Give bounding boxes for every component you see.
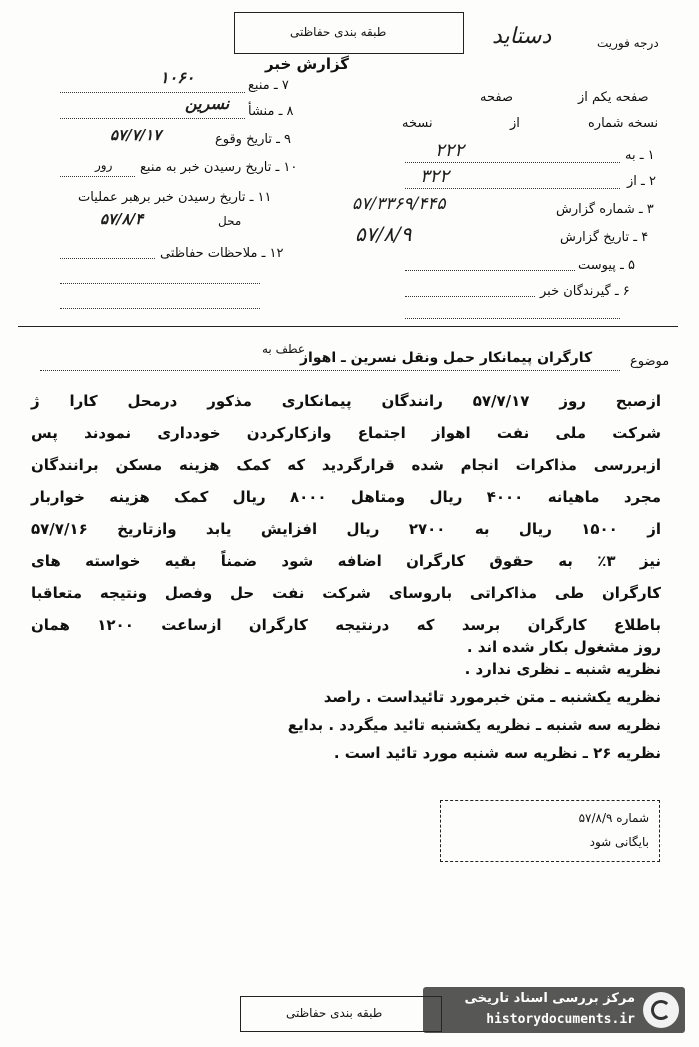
watermark-url: historydocuments.ir — [486, 1012, 635, 1027]
field-5-line — [405, 270, 575, 271]
archive-stamp — [440, 800, 660, 862]
field-9-value: ۵۷/۷/۱۷ — [110, 126, 162, 144]
header-divider — [18, 326, 678, 327]
field-12-line-a — [60, 258, 155, 259]
body-line-4: مجرد ماهیانه ۴۰۰۰ ریال ومتاهل ۸۰۰۰ ریال کمک هزینه خواربار — [31, 488, 661, 506]
field-1-value: ۲۲۲ — [435, 140, 465, 161]
field-8-line — [60, 118, 245, 119]
field-7-line — [60, 92, 245, 93]
field-12-line-b — [60, 283, 260, 284]
copy-label-2: از — [510, 116, 520, 131]
note-saturday: نظریه شنبه ـ نظری ندارد . — [464, 660, 661, 678]
field-11-value: ۵۷/۸/۴ — [100, 210, 144, 228]
field-6-line-b — [405, 318, 620, 319]
note-sunday: نظریه یکشنبه ـ متن خبرمورد تائیداست . راصد — [323, 688, 661, 706]
field-2-line — [405, 188, 620, 189]
subject-underline — [40, 370, 620, 371]
body-line-5: از ۱۵۰۰ ریال به ۲۷۰۰ ریال افزایش یابد وازتاریخ ۵۷/۷/۱۶ — [31, 520, 661, 538]
field-8-value: نسرین — [185, 94, 230, 113]
body-line-6: نیز ۳٪ به حقوق کارگران اضافه شود ضمناً بقیه خواسته های — [31, 552, 661, 570]
classification-box-bottom — [240, 996, 442, 1032]
body-line-9: روز مشغول بکار شده اند . — [466, 638, 661, 656]
note-tuesday: نظریه سه شنبه ـ نظریه یکشنبه تائید میگردد . بدایع — [287, 716, 661, 734]
field-3-value: ۵۷/۳۳۶۹/۴۴۵ — [352, 194, 446, 214]
form-title: گزارش خبر — [265, 55, 350, 73]
field-4-label: ۴ ـ تاریخ گزارش — [560, 230, 649, 245]
body-line-2: شرکت ملی نفت اهواز اجتماع وازکارکردن خودداری نمودند پس — [31, 424, 661, 442]
field-11-place: محل — [218, 214, 242, 228]
subject-note: عطف به — [262, 342, 306, 356]
body-line-1: ازصبح روز ۵۷/۷/۱۷ رانندگان پیمانکاری مذکور درمحل کارا ژ — [31, 392, 661, 410]
field-11-label: ۱۱ ـ تاریخ رسیدن خبر برهبر عملیات — [78, 190, 272, 205]
note-26: نظریه ۲۶ ـ نظریه سه شنبه مورد تائید است . — [333, 744, 661, 762]
field-5-label: ۵ ـ پیوست — [578, 258, 635, 273]
classification-bottom-label: طبقه بندی حفاظتی — [286, 1006, 383, 1020]
stamp-line-2: بایگانی شود — [589, 835, 649, 849]
stamp-line-1: شماره ۵۷/۸/۹ — [578, 811, 649, 825]
field-1-label: ۱ ـ به — [625, 148, 655, 163]
subject-label: موضوع — [630, 354, 670, 369]
field-3-label: ۳ ـ شماره گزارش — [556, 202, 654, 217]
field-2-value: ۳۲۲ — [420, 166, 450, 187]
field-2-label: ۲ ـ از — [627, 174, 656, 189]
classification-top-label: طبقه بندی حفاظتی — [290, 25, 387, 39]
body-line-8: باطلاع کارگران برسد که درنتیجه کارگران ازساعت ۱۲۰۰ همان — [31, 616, 661, 634]
field-12-label: ۱۲ ـ ملاحظات حفاظتی — [160, 246, 284, 261]
field-4-value: ۵۷/۸/۹ — [355, 222, 412, 246]
body-line-7: کارگران طی مذاکراتی باروسای شرکت نفت حل وفصل ونتیجه متعاقبا — [31, 584, 661, 602]
field-6-line-a — [405, 296, 535, 297]
priority-handwritten: دستاید — [492, 24, 552, 49]
priority-label: درجه فوریت — [597, 36, 659, 50]
field-9-label: ۹ ـ تاریخ وقوع — [215, 132, 292, 147]
watermark-title: مرکز بررسی اسناد تاریخی — [464, 991, 635, 1006]
watermark-banner — [423, 987, 685, 1033]
archive-logo-icon — [643, 992, 679, 1028]
field-10-line — [60, 176, 135, 177]
field-7-value: ۱۰۶۰ — [160, 68, 195, 87]
field-6-label: ۶ ـ گیرندگان خبر — [540, 284, 630, 299]
page-label: صفحه یکم از — [578, 90, 649, 105]
copy-label: نسخه شماره — [588, 116, 659, 131]
subject-text: کارگران پیمانکار حمل ونقل نسرین ـ اهواز — [300, 350, 593, 366]
page-label-2: صفحه — [480, 90, 513, 105]
field-8-label: ۸ ـ منشأ — [248, 104, 294, 119]
copy-label-3: نسخه — [402, 116, 433, 131]
field-7-label: ۷ ـ منبع — [248, 78, 289, 93]
field-12-line-c — [60, 308, 260, 309]
field-10-value: رور — [95, 158, 113, 172]
classification-box-top — [234, 12, 464, 54]
field-1-line — [405, 162, 620, 163]
field-10-label: ۱۰ ـ تاریخ رسیدن خبر به منبع — [140, 160, 298, 175]
body-line-3: ازبررسی مذاکرات انجام شده قرارگردید که کمک هزینه مسکن برانندگان — [31, 456, 661, 474]
